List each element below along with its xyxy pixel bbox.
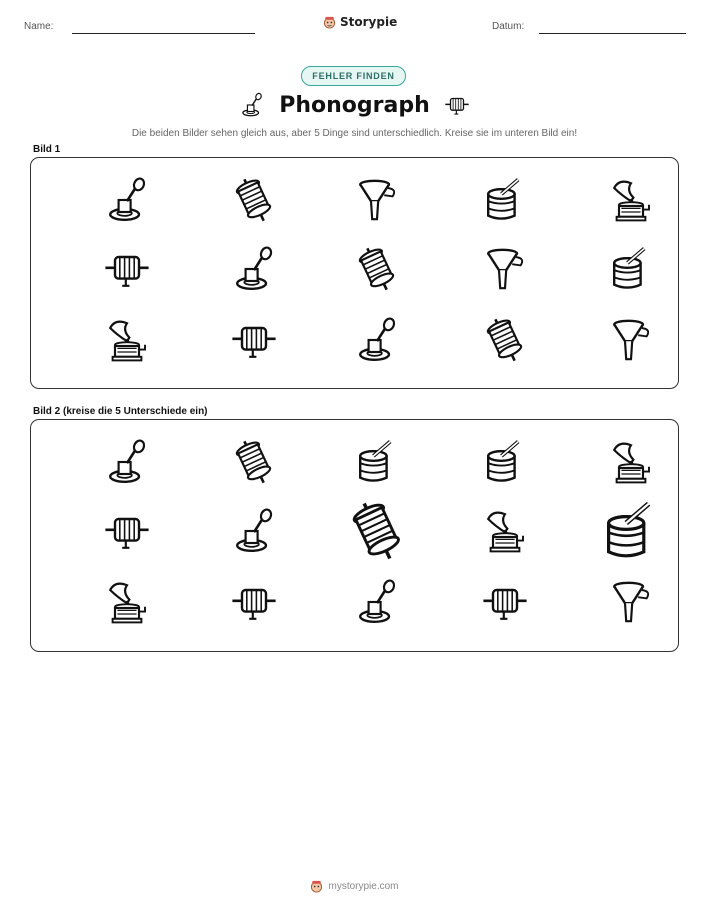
storypie-mascot-icon <box>323 16 336 29</box>
funnel-icon[interactable] <box>607 578 655 626</box>
footer <box>0 880 709 893</box>
crank-icon[interactable] <box>230 507 278 555</box>
spool-icon <box>353 245 401 293</box>
funnel-icon <box>353 176 401 224</box>
storypie-mascot-icon <box>310 880 323 893</box>
instructions: Die beiden Bilder sehen gleich aus, aber 5 Dinge sind unterschiedlich. Kreise sie im unteren Bild ein! <box>131 128 578 139</box>
gramophone-icon[interactable] <box>607 438 655 486</box>
crank-icon <box>103 176 151 224</box>
spool-icon[interactable] <box>345 499 409 563</box>
motor-icon[interactable] <box>481 578 529 626</box>
task-badge: FEHLER FINDEN <box>301 66 406 86</box>
record-stack-icon[interactable] <box>599 499 663 563</box>
record-stack-icon <box>481 176 529 224</box>
picture1-panel <box>30 157 679 389</box>
gramophone-icon[interactable] <box>481 507 529 555</box>
date-line[interactable] <box>539 33 686 34</box>
motor-icon[interactable] <box>103 507 151 555</box>
name-line[interactable] <box>72 33 255 34</box>
crank-icon[interactable] <box>353 578 401 626</box>
spool-icon[interactable] <box>230 438 278 486</box>
picture1-label: Bild 1 <box>33 144 61 155</box>
spool-icon <box>481 316 529 364</box>
motor-icon <box>103 245 151 293</box>
record-stack-icon[interactable] <box>481 438 529 486</box>
crank-icon <box>239 92 265 118</box>
title-row <box>0 92 709 118</box>
spool-icon <box>230 176 278 224</box>
picture2-label: Bild 2 (kreise die 5 Unterschiede ein) <box>33 406 208 417</box>
page-title: Phonograph <box>279 92 430 118</box>
crank-icon <box>230 245 278 293</box>
motor-icon <box>230 316 278 364</box>
footer-url: mystorypie.com <box>328 881 399 892</box>
crank-icon <box>353 316 401 364</box>
name-label: Name: <box>24 21 54 32</box>
gramophone-icon[interactable] <box>103 578 151 626</box>
funnel-icon <box>481 245 529 293</box>
brand-logo <box>323 15 397 29</box>
date-label: Datum: <box>492 21 525 32</box>
crank-icon[interactable] <box>103 438 151 486</box>
record-stack-icon <box>607 245 655 293</box>
record-stack-icon[interactable] <box>353 438 401 486</box>
picture2-panel[interactable] <box>30 419 679 652</box>
gramophone-icon <box>607 176 655 224</box>
funnel-icon <box>607 316 655 364</box>
gramophone-icon <box>103 316 151 364</box>
motor-icon <box>444 92 470 118</box>
motor-icon[interactable] <box>230 578 278 626</box>
brand-name: Storypie <box>340 15 398 29</box>
